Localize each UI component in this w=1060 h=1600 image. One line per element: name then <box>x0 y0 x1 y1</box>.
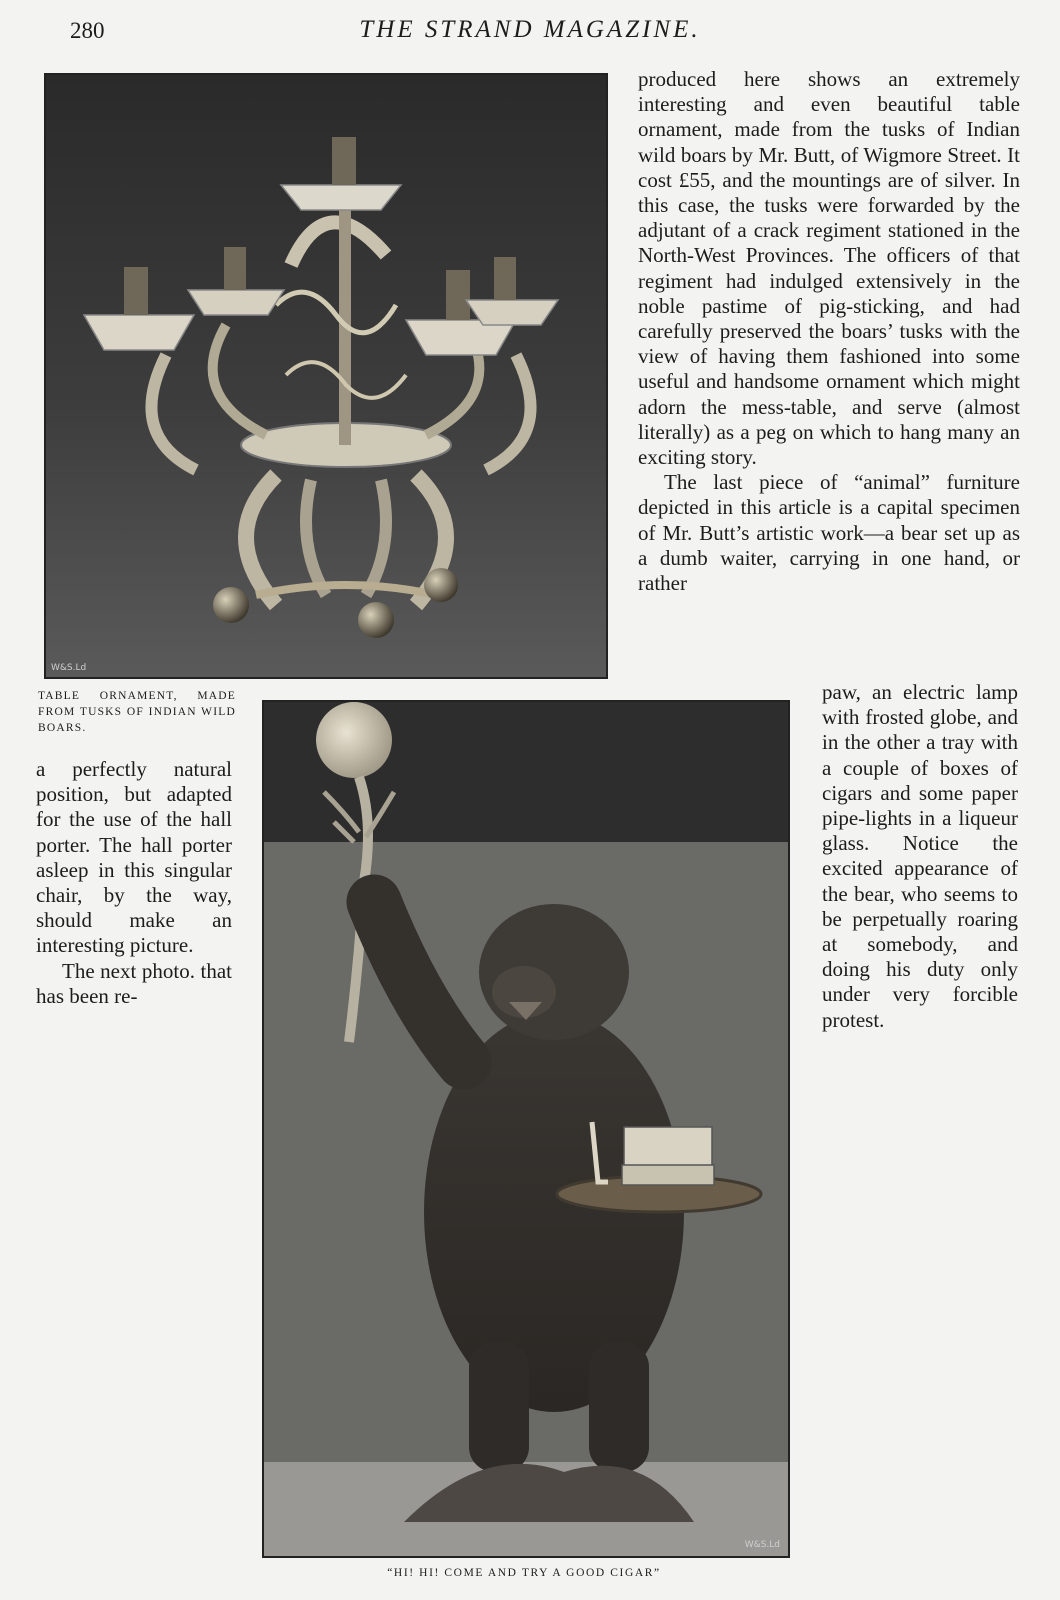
bear-caption: “HI! HI! COME AND TRY A GOOD CIGAR” <box>387 1567 661 1579</box>
table-ornament-photo <box>44 73 608 679</box>
table-ornament-photo-mark: W&S.Ld <box>51 663 87 673</box>
paragraph-bear-description: paw, an electric lamp with frosted globe, and in the other a tray with a couple of boxes of cigars and some paper pipe-lights in a liqueur glass. Notice the excited appearance of the bear, who seems to be perpetually roaring at somebody, and doing his duty only under very forcible protest. <box>822 680 1018 1032</box>
right-column-lower <box>822 680 1018 1033</box>
paragraph-hall-porter: a perfectly natural position, but adapted for the use of the hall porter. The hall porter asleep in this singular chair, by the way, should make an interesting picture. <box>36 757 232 958</box>
bear-image <box>264 702 788 1556</box>
right-column-upper <box>638 67 1020 596</box>
paragraph-next-photo: The next photo. that has been re- <box>36 958 232 1008</box>
paragraph-bear-intro: The last piece of “animal” furniture depicted in this article is a capital specimen of Mr. Butt’s artistic work—a bear set up as a dumb waiter, carrying in one hand, or rather <box>638 470 1020 596</box>
running-head: THE STRAND MAGAZINE. <box>359 16 701 43</box>
page-number: 280 <box>70 18 105 43</box>
left-column <box>36 757 232 1009</box>
bear-photo <box>262 700 790 1558</box>
table-ornament-caption: TABLE ORNAMENT, MADE FROM TUSKS OF INDIAN WILD BOARS. <box>38 690 236 734</box>
paragraph-table-ornament: produced here shows an extremely interesting and even beautiful table ornament, made from the tusks of Indian wild boars by Mr. Butt, of Wigmore Street. It cost £55, and the mountings are of silver. In this case, the tusks were forwarded by the adjutant of a crack regiment stationed in the North-West Provinces. The officers of that regiment had indulged extensively in the noble pastime of pig-sticking, and had carefully preserved the boars’ tusks with the view of having them fashioned into some useful and handsome ornament which might adorn the mess-table, and serve (almost literally) as a peg on which to hang many an exciting story. <box>638 67 1020 470</box>
bear-photo-mark: W&S.Ld <box>744 1540 780 1550</box>
table-ornament-image <box>46 75 606 677</box>
